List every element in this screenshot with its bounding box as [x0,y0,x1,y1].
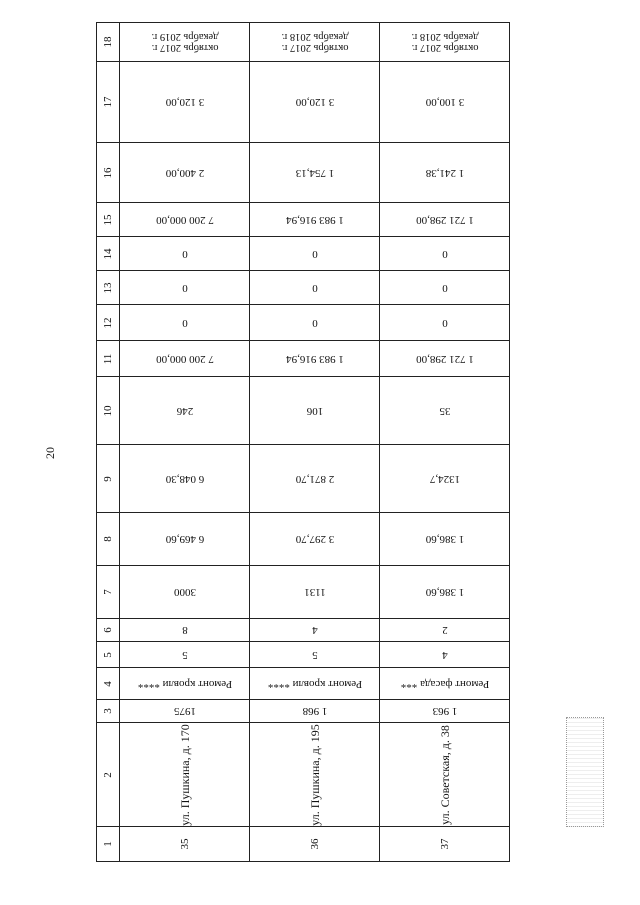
column-number-cell [97,143,119,202]
data-cell [249,723,379,826]
cell-value-c10: 35 [439,404,450,417]
cell-value-c5: 4 [441,648,448,661]
column-number: 17 [102,96,114,108]
cell-value-c13: 0 [441,281,448,294]
column-number: 5 [102,651,114,658]
data-cell [119,341,249,376]
cell-value-c5: 5 [311,648,318,661]
period-start: октябрь 2017 г. [151,42,218,53]
data-cell [119,619,249,641]
period-text [151,31,218,53]
data-cell [119,723,249,826]
rotated-data-table [96,22,510,862]
data-cell [249,377,379,444]
table-band-col-8 [97,512,509,565]
cell-value-c11: 1 721 298,00 [415,352,474,365]
column-number-cell [97,642,119,667]
data-cell [249,305,379,340]
column-number: 4 [102,680,114,687]
cell-value-c11: 1 983 916,94 [285,352,344,365]
column-number-cell [97,723,119,826]
cell-value-num: 36 [308,838,321,850]
table-band-col-3 [97,699,509,722]
cell-value-c16: 1 754,13 [295,166,334,179]
cell-value-c6: 4 [311,624,318,636]
column-number-cell [97,513,119,565]
data-cell [249,237,379,270]
cell-value-c7: 1131 [303,586,326,598]
data-cell [379,237,509,270]
cell-value-c6: 2 [441,624,448,636]
cell-value-c14: 0 [311,247,318,260]
data-cell [119,237,249,270]
column-number: 10 [102,405,114,416]
column-number: 15 [102,214,114,225]
cell-value-c14: 0 [441,247,448,260]
column-number-cell [97,62,119,142]
column-number-cell [97,827,119,861]
cell-value-c15: 1 721 298,00 [415,213,474,226]
cell-value-c11: 7 200 000,00 [155,352,214,365]
data-cell [119,23,249,61]
scan-stamp [566,717,604,827]
period-end: декабрь 2019 г. [151,31,218,42]
cell-value-address: ул. Пушкина, д. 195 [307,723,322,826]
cell-value-c16: 1 241,38 [425,166,464,179]
data-cell [249,203,379,236]
data-cell [379,668,509,699]
table-band-col-4 [97,667,509,699]
data-cell [379,445,509,512]
cell-value-c7: 1 386,60 [425,586,464,598]
data-cell [249,62,379,142]
data-cell [249,271,379,304]
column-number: 7 [102,589,114,595]
column-number: 1 [102,841,114,847]
data-cell [379,62,509,142]
data-cell [119,143,249,202]
data-cell [249,700,379,722]
column-number-cell [97,566,119,618]
cell-value-c10: 106 [306,404,323,417]
column-number: 2 [102,771,114,778]
table-band-col-10 [97,376,509,444]
cell-value-year: 1975 [173,705,196,717]
cell-value-year: 1 963 [432,705,457,717]
table-band-col-11 [97,340,509,376]
data-cell [379,203,509,236]
cell-value-c15: 7 200 000,00 [155,213,214,226]
data-cell [249,668,379,699]
data-cell [379,513,509,565]
column-number-cell [97,377,119,444]
data-cell [119,203,249,236]
cell-value-c16: 2 400,00 [165,166,204,179]
table-band-col-6 [97,618,509,641]
data-cell [379,619,509,641]
column-number: 11 [102,353,114,364]
column-number: 6 [102,627,114,633]
cell-value-year: 1 968 [302,705,327,717]
cell-value-c7: 3000 [173,586,196,598]
table-band-col-12 [97,304,509,340]
cell-value-c10: 246 [176,404,193,417]
column-number: 16 [102,167,114,178]
cell-value-c12: 0 [311,316,318,329]
data-cell [119,642,249,667]
cell-value-c13: 0 [181,281,188,294]
data-cell [119,513,249,565]
column-number-cell [97,271,119,304]
data-cell [249,566,379,618]
column-number: 8 [102,536,114,542]
column-number-cell [97,305,119,340]
table-band-col-15 [97,202,509,236]
table-band-col-2 [97,722,509,826]
table-band-col-17 [97,61,509,142]
data-cell [249,827,379,861]
cell-value-work: Ремонт кровли **** [137,677,232,690]
cell-value-c13: 0 [311,281,318,294]
column-number: 14 [102,248,114,259]
period-end: декабрь 2018 г. [411,31,478,42]
table-band-col-14 [97,236,509,270]
data-cell [249,341,379,376]
table-band-col-7 [97,565,509,618]
table-band-col-1 [97,826,509,861]
data-cell [379,723,509,826]
data-cell [249,513,379,565]
data-cell [379,377,509,444]
cell-value-c9: 6 048,30 [165,472,204,485]
cell-value-c5: 5 [181,648,188,661]
cell-value-c17: 3 120,00 [165,96,204,108]
data-cell [119,827,249,861]
data-cell [119,445,249,512]
column-number: 13 [102,282,114,293]
table-band-col-18 [97,23,509,61]
cell-value-num: 37 [438,838,451,850]
column-number-cell [97,23,119,61]
data-cell [379,23,509,61]
table-band-col-16 [97,142,509,202]
cell-value-c8: 3 297,70 [295,533,334,545]
cell-value-num: 35 [178,838,191,850]
cell-value-c17: 3 120,00 [295,96,334,108]
period-start: октябрь 2017 г. [411,42,478,53]
data-cell [379,271,509,304]
data-cell [249,642,379,667]
data-cell [379,305,509,340]
column-number: 12 [102,317,114,328]
data-cell [119,566,249,618]
period-start: октябрь 2017 г. [281,42,348,53]
cell-value-c14: 0 [181,247,188,260]
period-text [411,31,478,53]
cell-value-c15: 1 983 916,94 [285,213,344,226]
column-number-cell [97,668,119,699]
column-number: 3 [102,708,114,714]
column-number-cell [97,341,119,376]
page-number: 20 [43,447,57,459]
cell-value-c8: 6 469,60 [165,533,204,545]
data-cell [249,23,379,61]
cell-value-c8: 1 386,60 [425,533,464,545]
period-text [281,31,348,53]
table-band-col-9 [97,444,509,512]
cell-value-c12: 0 [441,316,448,329]
cell-value-c12: 0 [181,316,188,329]
column-number-cell [97,237,119,270]
cell-value-c6: 8 [181,624,188,636]
data-cell [119,700,249,722]
data-cell [119,305,249,340]
column-number: 9 [102,475,114,482]
cell-value-work: Ремонт кровли **** [267,677,362,690]
table-band-col-13 [97,270,509,304]
period-end: декабрь 2018 г. [281,31,348,42]
cell-value-address: ул. Советская, д. 38 [437,724,452,825]
cell-value-c9: 1324,7 [429,472,460,485]
data-cell [379,827,509,861]
data-cell [249,143,379,202]
column-number-cell [97,203,119,236]
table-band-col-5 [97,641,509,667]
data-cell [249,619,379,641]
data-cell [119,377,249,444]
data-cell [119,62,249,142]
cell-value-c9: 2 871,70 [295,472,334,485]
column-number-cell [97,445,119,512]
data-cell [379,143,509,202]
column-number-cell [97,700,119,722]
data-cell [379,642,509,667]
cell-value-c17: 3 100,00 [425,96,464,108]
cell-value-address: ул. Пушкина, д. 170 [177,723,192,826]
data-cell [119,271,249,304]
data-cell [249,445,379,512]
data-cell [379,566,509,618]
column-number-cell [97,619,119,641]
data-cell [379,341,509,376]
column-number: 18 [102,36,114,48]
data-cell [379,700,509,722]
data-cell [119,668,249,699]
cell-value-work: Ремонт фасада *** [400,677,489,690]
